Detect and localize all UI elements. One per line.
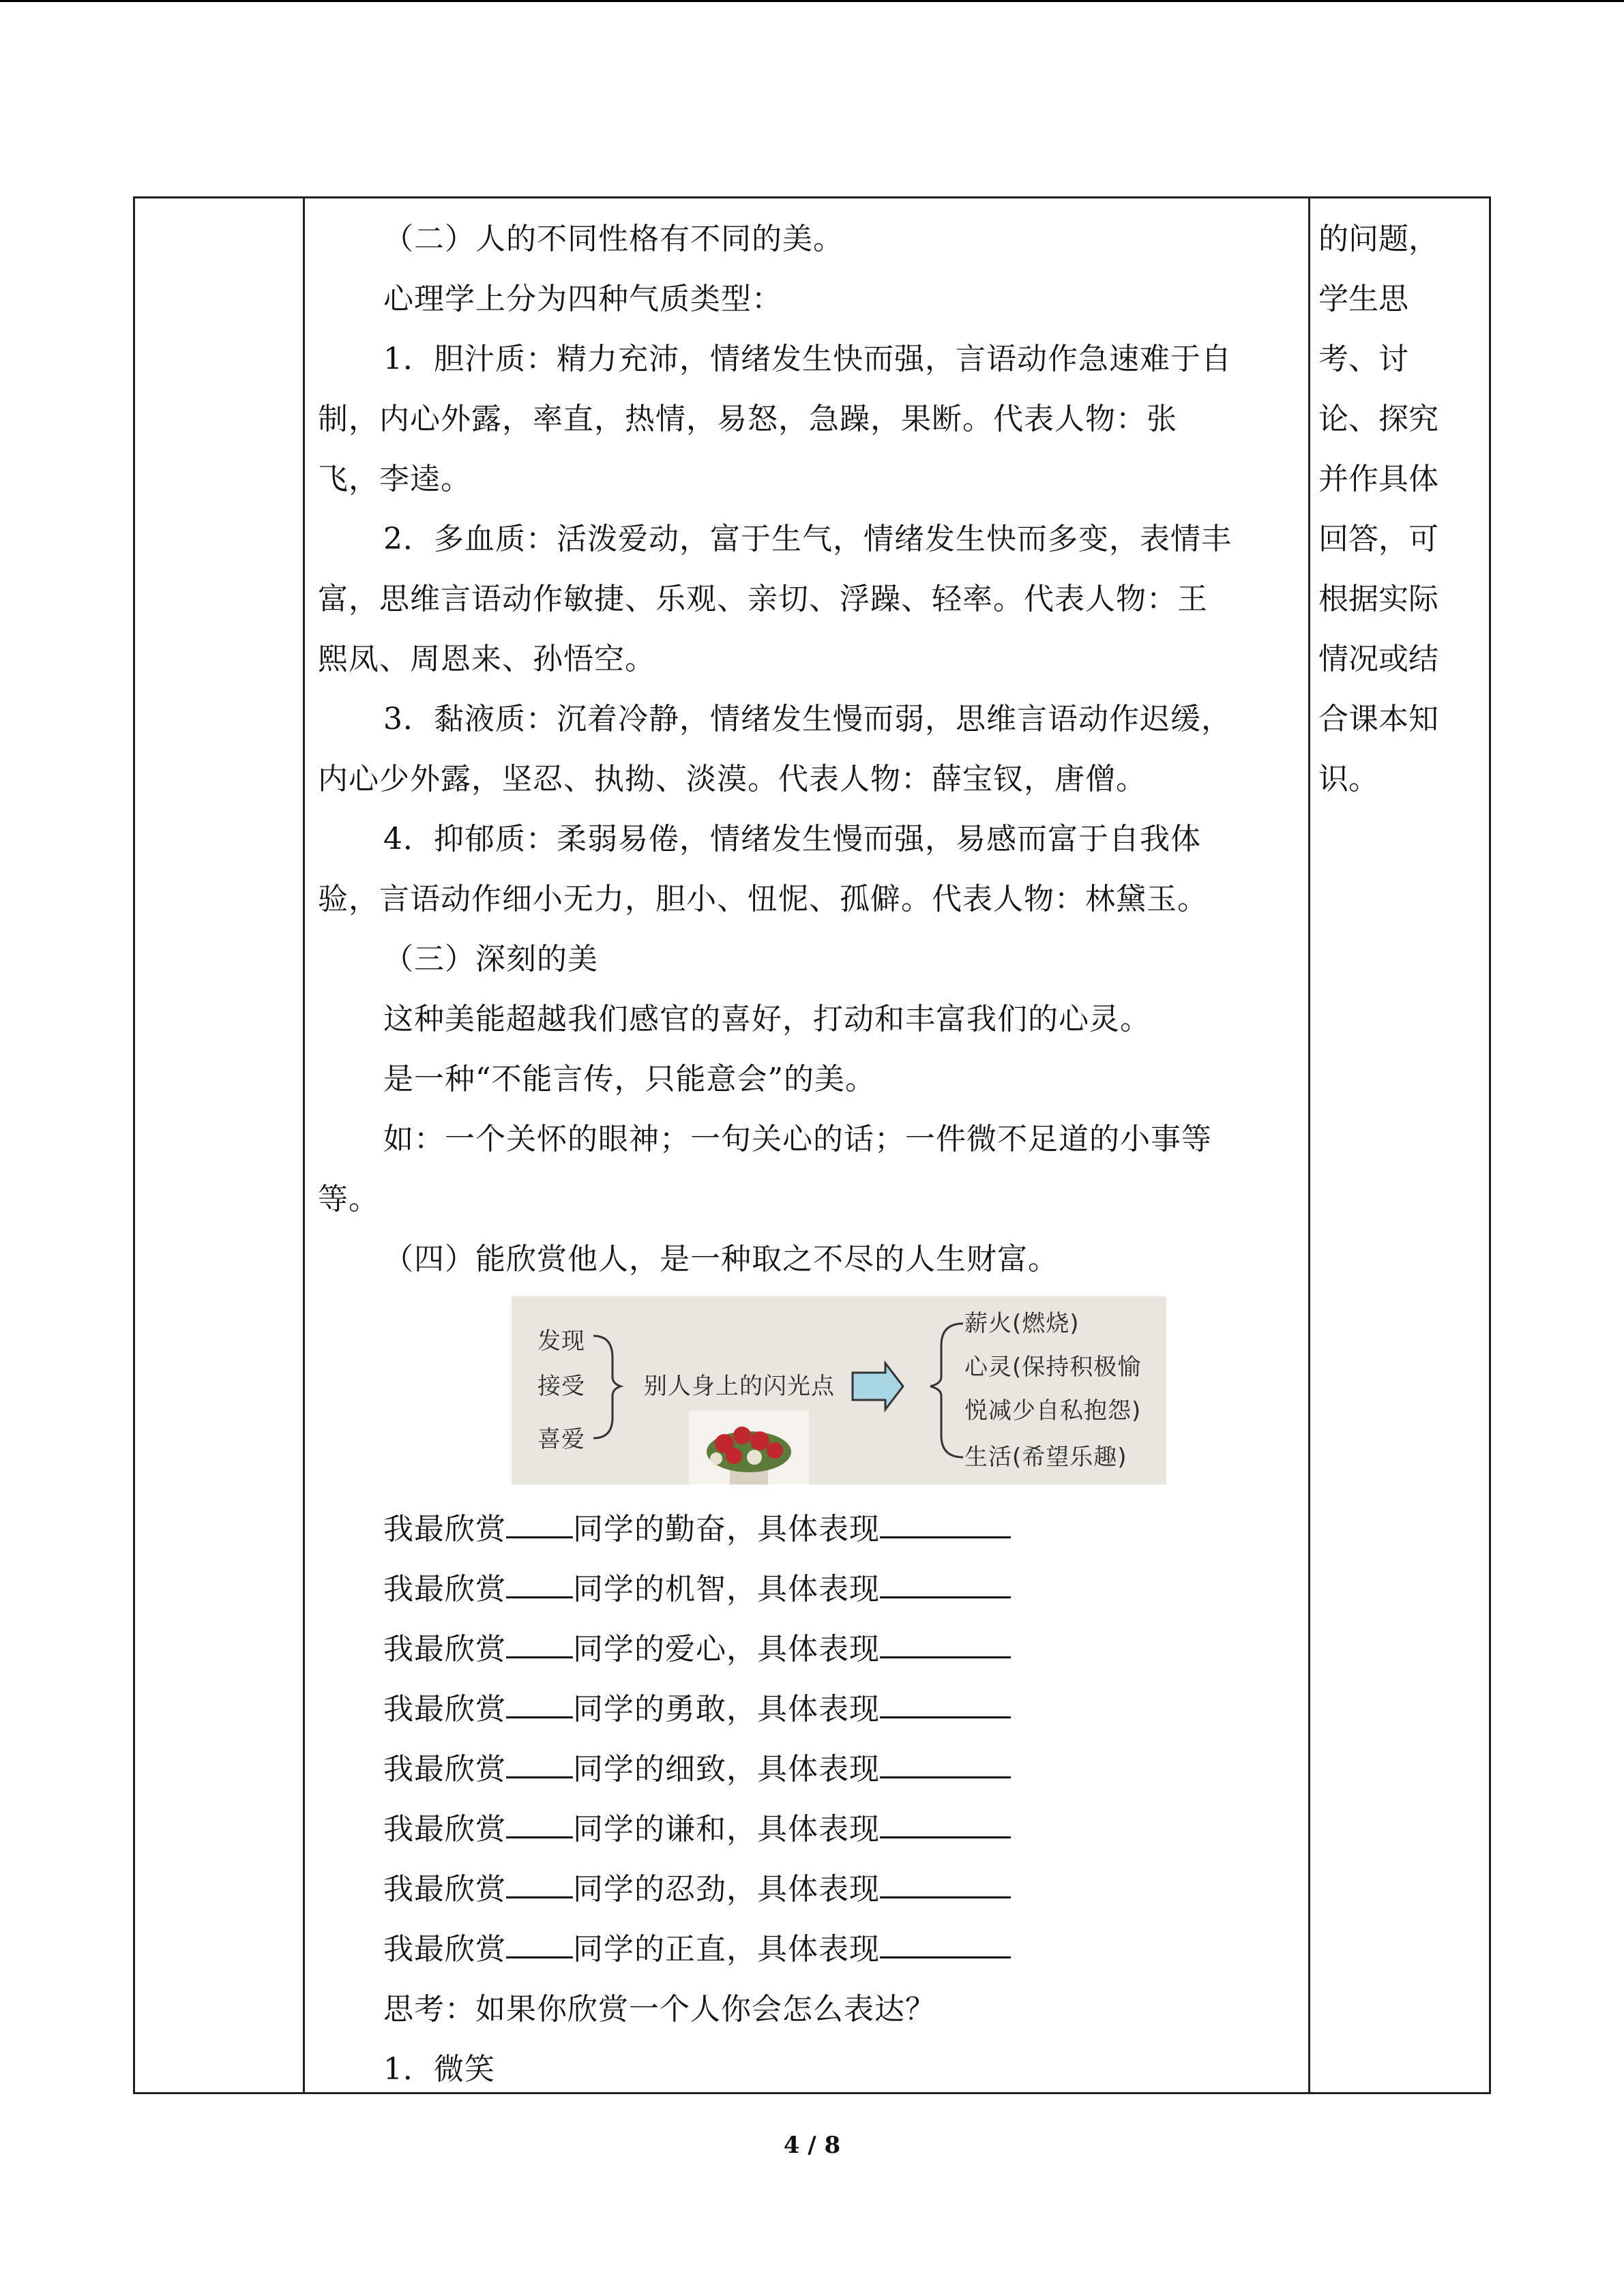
think-question: 思考：如果你欣赏一个人你会怎么表达？ — [383, 1992, 936, 2027]
example-blank[interactable] — [880, 1680, 1011, 1718]
activity-line: 学生思 — [1318, 282, 1408, 316]
example-blank[interactable] — [880, 1740, 1011, 1778]
type2-line-3: 熙凤、周恩来、孙悟空。 — [318, 642, 655, 676]
name-blank[interactable] — [506, 1560, 573, 1598]
appreciate-line: 我最欣赏 同学的谦和，具体表现 — [318, 1800, 1300, 1860]
section-heading-2: （二）人的不同性格有不同的美。 — [383, 222, 844, 256]
appreciate-line: 我最欣赏 同学的正直，具体表现 — [318, 1920, 1300, 1980]
diagram-left-item: 发现 — [537, 1328, 585, 1355]
section-heading-3: （三）深刻的美 — [383, 942, 598, 976]
activity-line: 考、讨 — [1318, 342, 1408, 376]
paragraph-3c-line-2: 等。 — [318, 1182, 379, 1217]
column-divider-left — [303, 198, 305, 2092]
activity-line: 并作具体 — [1318, 462, 1438, 496]
appreciate-line: 我最欣赏 同学的爱心，具体表现 — [318, 1620, 1300, 1680]
arrow-icon — [853, 1363, 903, 1410]
appreciate-line: 我最欣赏 同学的勇敢，具体表现 — [318, 1680, 1300, 1740]
paragraph-3b: 是一种“不能言传，只能意会”的美。 — [383, 1062, 876, 1097]
flower-icon — [689, 1411, 809, 1485]
type1-line-2: 制，内心外露，率直，热情，易怒，急躁，果断。代表人物：张 — [318, 402, 1177, 436]
type2-line-1: 2．多血质：活泼爱动，富于生气，情绪发生快而多变，表情丰 — [383, 522, 1232, 556]
type4-line-2: 验，言语动作细小无力，胆小、忸怩、孤僻。代表人物：林黛玉。 — [318, 882, 1208, 916]
name-blank[interactable] — [506, 1620, 573, 1658]
diagram-right-item: 悦减少自私抱怨) — [964, 1397, 1142, 1425]
diagram-right-item: 生活(希望乐趣) — [964, 1444, 1127, 1471]
type1-line-3: 飞，李逵。 — [318, 462, 471, 496]
name-blank[interactable] — [506, 1860, 573, 1898]
diagram-center-label: 别人身上的闪光点 — [644, 1373, 835, 1400]
diagram-right-item: 薪火(燃烧) — [964, 1310, 1080, 1337]
temperament-intro: 心理学上分为四种气质类型： — [383, 282, 782, 316]
name-blank[interactable] — [506, 1920, 573, 1958]
appreciate-line: 我最欣赏 同学的机智，具体表现 — [318, 1560, 1300, 1620]
example-blank[interactable] — [880, 1560, 1011, 1598]
example-blank[interactable] — [880, 1920, 1011, 1958]
activity-line: 回答，可 — [1318, 522, 1438, 556]
type3-line-2: 内心少外露，坚忍、执拗、淡漠。代表人物：薛宝钗，唐僧。 — [318, 762, 1147, 796]
appreciate-line: 我最欣赏 同学的细致，具体表现 — [318, 1740, 1300, 1800]
example-blank[interactable] — [880, 1860, 1011, 1898]
type1-line-1: 1．胆汁质：精力充沛，情绪发生快而强，言语动作急速难于自 — [383, 342, 1232, 376]
example-blank[interactable] — [880, 1620, 1011, 1658]
activity-line: 情况或结 — [1318, 642, 1438, 676]
activity-line: 的问题， — [1318, 222, 1438, 256]
type4-line-1: 4．抑郁质：柔弱易倦，情绪发生慢而强，易感而富于自我体 — [383, 822, 1201, 856]
diagram-right-item: 心灵(保持积极愉 — [964, 1354, 1142, 1381]
appreciation-diagram — [512, 1296, 1166, 1485]
name-blank[interactable] — [506, 1500, 573, 1538]
example-blank[interactable] — [880, 1500, 1011, 1538]
activity-line: 根据实际 — [1318, 582, 1438, 616]
activity-line: 识。 — [1318, 762, 1378, 796]
paragraph-3a: 这种美能超越我们感官的喜好，打动和丰富我们的心灵。 — [383, 1002, 1151, 1037]
example-blank[interactable] — [880, 1800, 1011, 1838]
activity-line: 合课本知 — [1318, 702, 1438, 736]
diagram-left-item: 接受 — [537, 1373, 585, 1400]
main-content-column — [318, 209, 1300, 2100]
name-blank[interactable] — [506, 1680, 573, 1718]
activity-column — [1318, 209, 1475, 809]
activity-line: 论、探究 — [1318, 402, 1438, 436]
top-border — [0, 0, 1624, 2]
appreciate-line: 我最欣赏 同学的忍劲，具体表现 — [318, 1860, 1300, 1920]
appreciate-line: 我最欣赏 同学的勤奋，具体表现 — [318, 1500, 1300, 1560]
type3-line-1: 3．黏液质：沉着冷静，情绪发生慢而弱，思维言语动作迟缓， — [383, 702, 1232, 736]
type2-line-2: 富，思维言语动作敏捷、乐观、亲切、浮躁、轻率。代表人物：王 — [318, 582, 1208, 616]
column-divider-right — [1308, 198, 1310, 2092]
answer-item-1: 1．微笑 — [383, 2052, 495, 2087]
section-heading-4: （四）能欣赏他人，是一种取之不尽的人生财富。 — [383, 1242, 1059, 1277]
page-number: 4 / 8 — [783, 2132, 841, 2159]
diagram-left-item: 喜爱 — [537, 1426, 585, 1453]
name-blank[interactable] — [506, 1740, 573, 1778]
flower-image — [689, 1411, 809, 1485]
name-blank[interactable] — [506, 1800, 573, 1838]
paragraph-3c-line-1: 如：一个关怀的眼神；一句关心的话；一件微不足道的小事等 — [383, 1122, 1212, 1157]
lesson-table — [133, 196, 1491, 2094]
